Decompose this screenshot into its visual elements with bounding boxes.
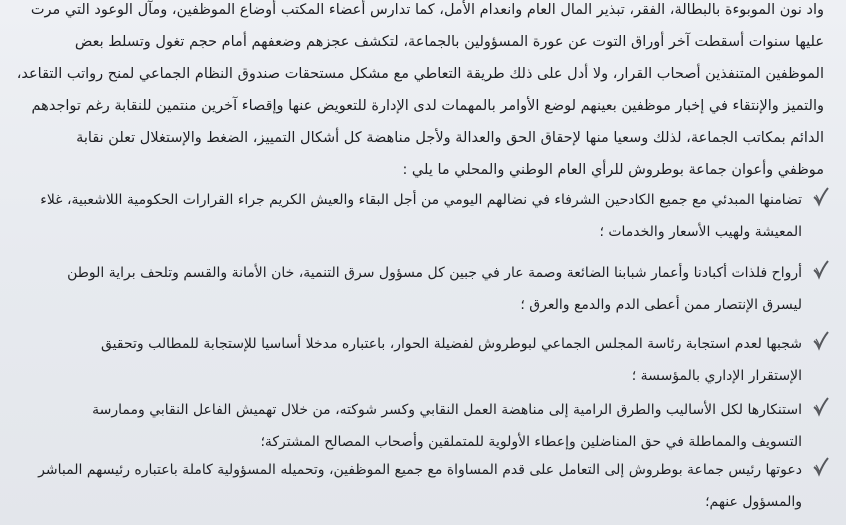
intro-line: والتميز والإنتقاء في إخبار موظفين بعينهم لوضع الأوامر بالمهمات لدى الإدارة للتعويض عنها وإقصاء آخرين منتمين للنقابة رغم تواجدهم bbox=[31, 98, 824, 114]
hand-checkmark-icon bbox=[812, 259, 830, 281]
demand-line: التسويف والمماطلة في حق المناضلين وإعطاء الأولوية للمتملقين وأصحاب المصالح المشتركة؛ bbox=[260, 434, 802, 450]
demand-item bbox=[10, 184, 830, 248]
demand-item bbox=[10, 257, 830, 321]
demand-item bbox=[10, 328, 830, 392]
intro-line: عليها سنوات أسقطت آخر أوراق التوت عن عورة المسؤولين بالجماعة، لتكشف عجزهم وضعفهم أمام حجم تغول وتسلط بعض bbox=[74, 34, 824, 50]
demand-line: أرواح فلذات أكبادنا وأعمار شبابنا الضائعة وصمة عار في جبين كل مسؤول سرق التنمية، خان الأمانة والقسم وتلحف براية الوطن bbox=[67, 265, 802, 281]
demand-line: الإستقرار الإداري بالمؤسسة ؛ bbox=[631, 368, 802, 384]
demand-item bbox=[10, 394, 830, 458]
hand-checkmark-icon bbox=[812, 456, 830, 478]
demand-line: والمسؤول عنهم؛ bbox=[705, 494, 802, 510]
demand-line: تضامنها المبدئي مع جميع الكادحين الشرفاء في نضالهم اليومي من أجل البقاء والعيش الكريم جراء القرارات الحكومية اللاشعبية، غلاء bbox=[40, 192, 802, 208]
demand-item bbox=[10, 454, 830, 518]
intro-line: موظفي وأعوان جماعة بوطروش للرأي العام الوطني والمحلي ما يلي : bbox=[402, 162, 824, 178]
hand-checkmark-icon bbox=[812, 396, 830, 418]
demand-line: ليسرق الإنتصار ممن أعطى الدم والدمع والعرق ؛ bbox=[520, 297, 802, 313]
intro-line: الدائم بمكاتب الجماعة، لذلك وسعيا منها لإحقاق الحق والعدالة ولأجل مناهضة كل أشكال التمييز، الضغط والإستغلال تعلن نقابة bbox=[76, 130, 824, 146]
hand-checkmark-icon bbox=[812, 186, 830, 208]
hand-checkmark-icon bbox=[812, 330, 830, 352]
demand-line: المعيشة ولهيب الأسعار والخدمات ؛ bbox=[599, 224, 802, 240]
intro-paragraph bbox=[10, 0, 824, 186]
demand-line: استنكارها لكل الأساليب والطرق الرامية إلى مناهضة العمل النقابي وكسر شوكته، من خلال تهميش الفاعل النقابي وممارسة bbox=[92, 402, 802, 418]
demand-line: دعوتها رئيس جماعة بوطروش إلى التعامل على قدم المساواة مع جميع الموظفين، وتحميله المسؤولية كاملة باعتباره رئيسهم المباشر bbox=[38, 462, 802, 478]
intro-line: واد نون الموبوءة بالبطالة، الفقر، تبذير المال العام وانعدام الأمل، كما تدارس أعضاء المكتب أوضاع الموظفين، ومآل الوعود التي مرت bbox=[30, 2, 824, 18]
demand-line: شجبها لعدم استجابة رئاسة المجلس الجماعي لبوطروش لفضيلة الحوار، باعتباره مدخلا أساسيا للإستجابة للمطالب وتحقيق bbox=[101, 336, 802, 352]
intro-line: الموظفين المتنفذين أصحاب القرار، ولا أدل على ذلك طريقة التعاطي مع مشكل مستحقات صندوق النظام الجماعي لمنح رواتب التقاعد، bbox=[16, 66, 824, 82]
